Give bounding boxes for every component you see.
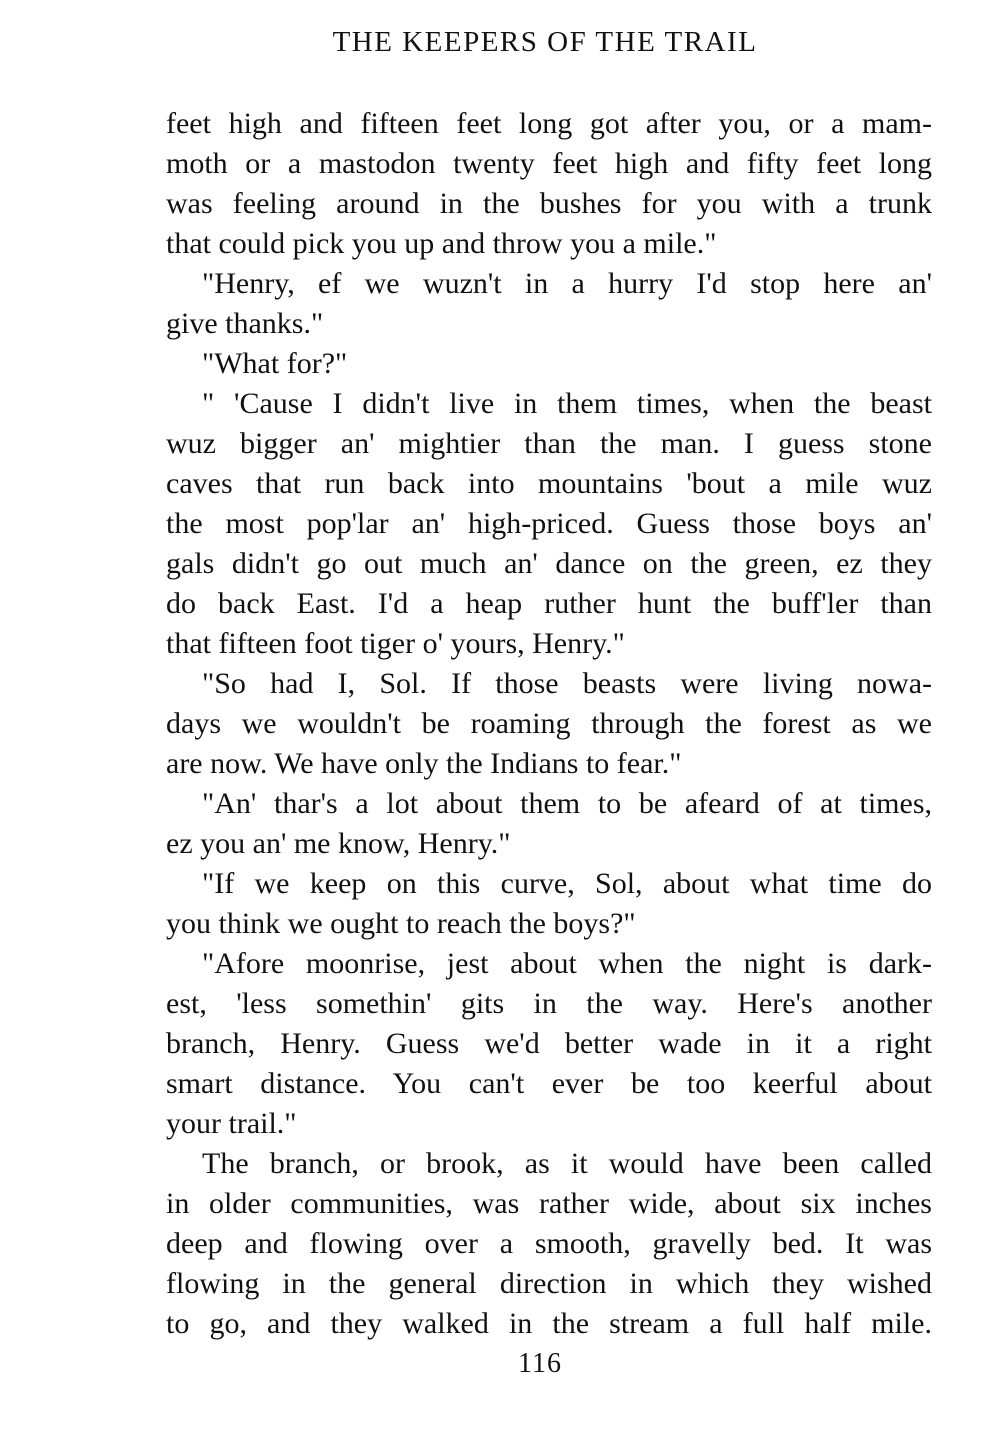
text-line: that fifteen foot tiger o' yours, Henry.": [166, 627, 625, 660]
text-line: "If we keep on this curve, Sol, about what time do: [202, 867, 932, 900]
text-line: "Henry, ef we wuzn't in a hurry I'd stop here an': [202, 267, 932, 300]
text-line: deep and flowing over a smooth, gravelly bed. It was: [166, 1227, 932, 1260]
text-line: flowing in the general direction in which they wished: [166, 1267, 932, 1300]
text-line: "So had I, Sol. If those beasts were living nowa-: [202, 667, 932, 700]
text-line: " 'Cause I didn't live in them times, when the beast: [202, 387, 932, 420]
text-line: est, 'less somethin' gits in the way. Here's another: [166, 987, 932, 1020]
text-line: in older communities, was rather wide, about six inches: [166, 1187, 932, 1220]
text-line: branch, Henry. Guess we'd better wade in it a right: [166, 1027, 932, 1060]
text-line: to go, and they walked in the stream a full half mile.: [166, 1307, 932, 1340]
text-line: wuz bigger an' mightier than the man. I guess stone: [166, 427, 932, 460]
running-head: THE KEEPERS OF THE TRAIL: [332, 26, 758, 58]
text-line: gals didn't go out much an' dance on the green, ez they: [166, 547, 932, 580]
text-line: ez you an' me know, Henry.": [166, 827, 511, 860]
text-line: "An' thar's a lot about them to be afeard of at times,: [202, 787, 932, 820]
text-line: do back East. I'd a heap ruther hunt the buff'ler than: [166, 587, 932, 620]
text-line: caves that run back into mountains 'bout a mile wuz: [166, 467, 932, 500]
body-text: [166, 104, 932, 1344]
text-line: The branch, or brook, as it would have been called: [202, 1147, 932, 1180]
text-line: the most pop'lar an' high-priced. Guess those boys an': [166, 507, 932, 540]
text-line: you think we ought to reach the boys?": [166, 907, 636, 940]
text-line: "Afore moonrise, jest about when the night is dark-: [202, 947, 932, 980]
text-line: "What for?": [202, 347, 348, 380]
text-line: smart distance. You can't ever be too keerful about: [166, 1067, 932, 1100]
text-line: days we wouldn't be roaming through the forest as we: [166, 707, 932, 740]
text-line: give thanks.": [166, 307, 324, 340]
text-line: moth or a mastodon twenty feet high and fifty feet long: [166, 147, 932, 180]
page-number: 116: [518, 1348, 562, 1379]
text-line: feet high and fifteen feet long got after you, or a mam-: [166, 107, 932, 140]
text-line: your trail.": [166, 1107, 297, 1140]
text-line: are now. We have only the Indians to fear.": [166, 747, 682, 780]
text-line: was feeling around in the bushes for you with a trunk: [166, 187, 932, 220]
text-line: that could pick you up and throw you a mile.": [166, 227, 717, 260]
